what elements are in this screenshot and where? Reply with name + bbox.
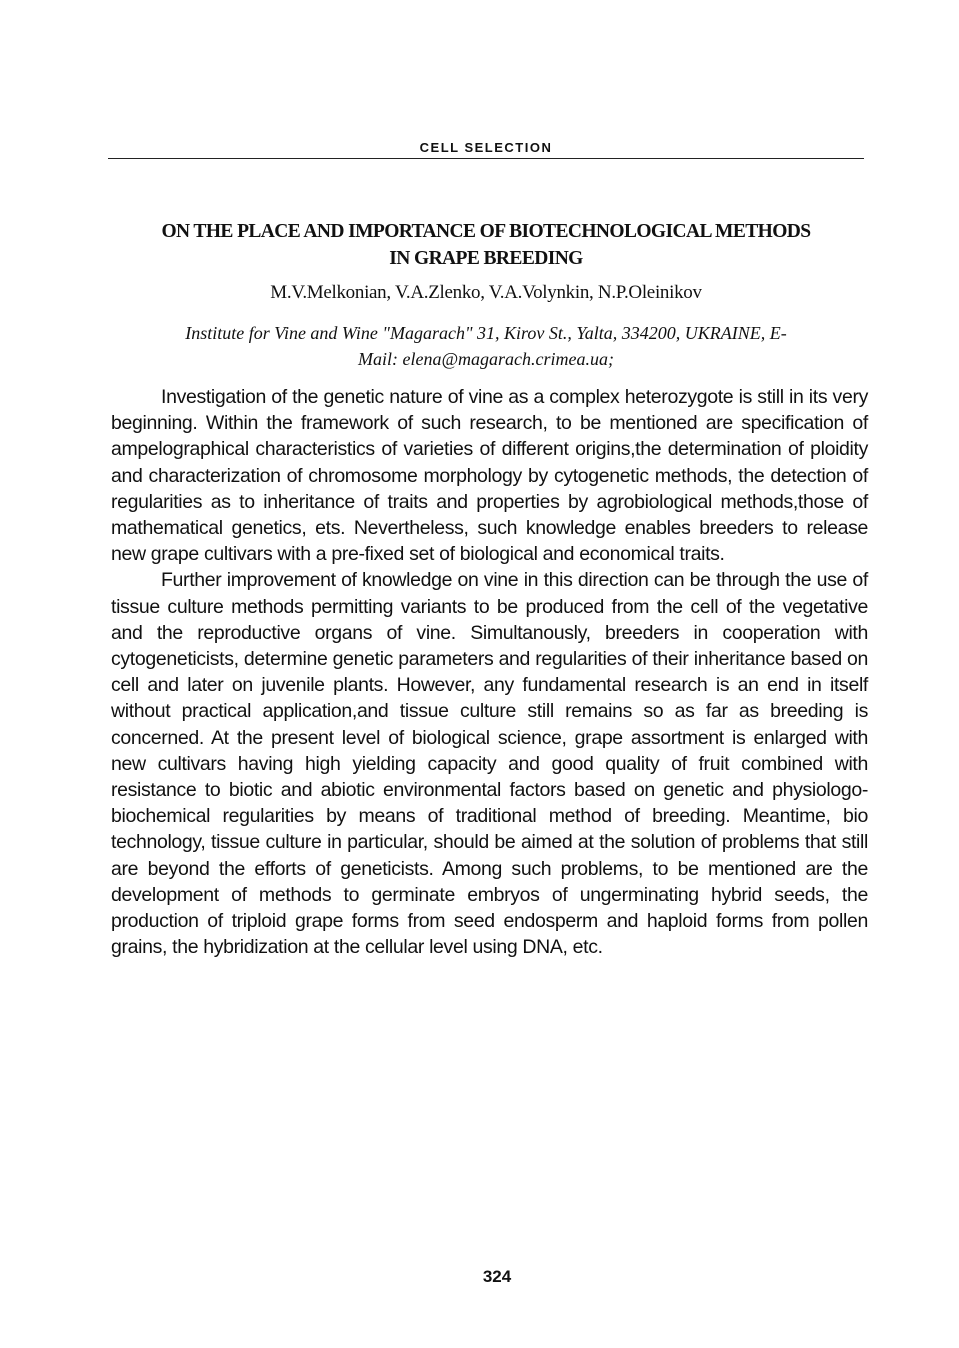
article-title-line-2: IN GRAPE BREEDING (389, 248, 583, 269)
affiliation-line-2: Mail: elena@magarach.crimea.ua; (358, 349, 614, 369)
affiliation (108, 320, 864, 372)
body-paragraph: Further improvement of knowledge on vine in this direction can be through the use of tissue culture methods permitting variants to be produced from the cell of the vegetative and the reproductive organs of vine. Simultanously, breeders in cooperation with cytogeneticists, determine genetic parameters and regularities of their inheritance based on cell and later on juvenile plants. However, any fundamental research is an end in itself without practical application,and tissue culture still remains so as far as breeding is concerned. At the present level of biological science, grape assortment is enlarged with new cultivars having high yielding capacity and good quality of fruit combined with resistance to biotic and abiotic environmental factors based on genetic and physiologo-biochemical regularities by means of traditional method of breeding. Meantime, bio technology, tissue culture in particular, should be aimed at the solution of problems that still are beyond the efforts of geneticists. Among such problems, to be mentioned are the development of methods to germinate embryos of ungerminating hybrid seeds, the production of triploid grape forms from seed endosperm and haploid forms from pollen grains, the hybridization at the cellular level using DNA, etc. (111, 569, 868, 959)
running-head: CELL SELECTION (419, 140, 553, 155)
page-number: 324 (482, 1267, 512, 1286)
author-list: M.V.Melkonian, V.A.Zlenko, V.A.Volynkin, N.P.Oleinikov (270, 282, 702, 303)
article-body (111, 384, 868, 960)
affiliation-line-1: Institute for Vine and Wine "Magarach" 31, Kirov St., Yalta, 334200, UKRAINE, E- (185, 323, 787, 343)
article-title (108, 218, 864, 272)
header-rule (108, 158, 864, 159)
body-paragraph: Investigation of the genetic nature of vine as a complex heterozygote is still in its very beginning. Within the framework of such research, to be mentioned are specification of ampelographical characteristics of varieties of different origins,the determination of ploidity and characterization of chromosome morphology by cytogenetic methods, the detection of regularities as to inheritance of traits and properties by agrobiological methods,those of mathematical genetics, ets. Nevertheless, such knowledge enables breeders to release new grape cultivars with a pre-fixed set of biological and economical traits. (111, 386, 868, 566)
article-title-line-1: ON THE PLACE AND IMPORTANCE OF BIOTECHNOLOGICAL METHODS (161, 221, 811, 242)
